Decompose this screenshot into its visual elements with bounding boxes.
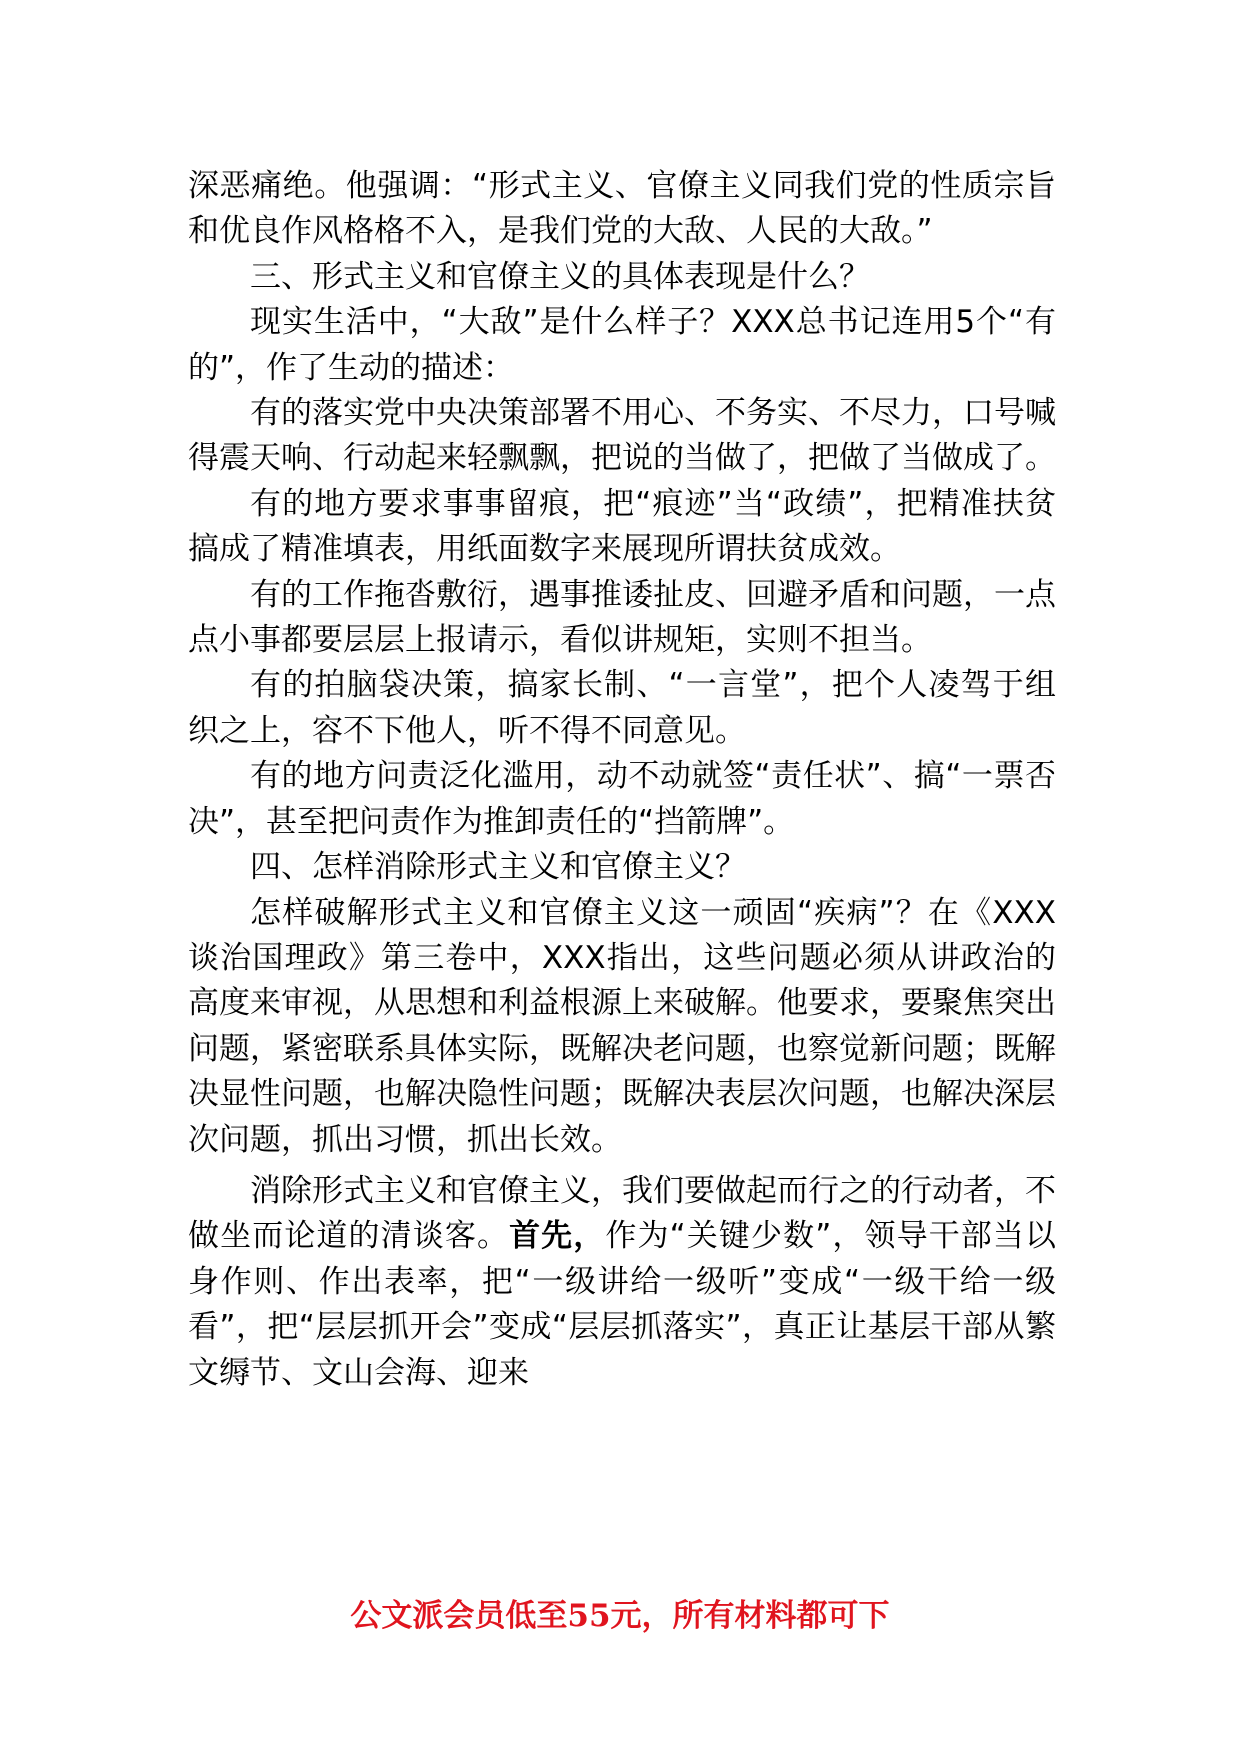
paragraph: 怎样破解形式主义和官僚主义这一顽固“疾病”？在《XXX谈治国理政》第三卷中，XXX指出，这些问题必须从讲政治的高度来审视，从思想和利益根源上来破解。他要求，要聚焦突出问题，紧密联系具体实际，既解决老问题，也察觉新问题；既解决显性问题，也解决隐性问题；既解决表层次问题，也解决深层次问题，抓出习惯，抓出长效。 [188, 894, 1056, 1158]
paragraph: 现实生活中，“大敌”是什么样子？XXX总书记连用5个“有的”，作了生动的描述： [188, 304, 1056, 386]
paragraph-text: 作为“关键少数”，领导干部当以身作则、作出表率，把“一级讲给一级听”变成“一级干给一级看”，把“层层抓开会”变成“层层抓落实”，真正让基层干部从繁文缛节、文山会海、迎来 [188, 1218, 1057, 1391]
section-heading: 三、形式主义和官僚主义的具体表现是什么？ [250, 258, 870, 295]
paragraph-last [188, 1169, 1056, 1396]
document-body [188, 164, 1056, 1396]
paragraph-text: 消除形式主义和官僚主义，我们要做起而行之的行动者，不做坐而论道的清谈客。 [188, 1172, 1056, 1255]
paragraph: 有的落实党中央决策部署不用心、不务实、不尽力，口号喊得震天响、行动起来轻飘飘，把说的当做了，把做了当做成了。 [188, 395, 1056, 477]
promo-footer: 公文派会员低至55元，所有材料都可下 [350, 1598, 890, 1634]
bold-emphasis: 首先， [509, 1218, 606, 1255]
paragraph: 深恶痛绝。他强调：“形式主义、官僚主义同我们党的性质宗旨和优良作风格格不入，是我们党的大敌、人民的大敌。” [188, 168, 1056, 250]
paragraph: 有的工作拖沓敷衍，遇事推诿扯皮、回避矛盾和问题，一点点小事都要层层上报请示，看似讲规矩，实则不担当。 [188, 576, 1056, 659]
paragraph: 有的地方问责泛化滥用，动不动就签“责任状”、搞“一票否决”，甚至把问责作为推卸责任的“挡箭牌”。 [188, 758, 1056, 840]
section-heading: 四、怎样消除形式主义和官僚主义？ [250, 849, 746, 886]
paragraph: 有的地方要求事事留痕，把“痕迹”当“政绩”，把精准扶贫搞成了精准填表，用纸面数字来展现所谓扶贫成效。 [188, 485, 1056, 568]
paragraph: 有的拍脑袋决策，搞家长制、“一言堂”，把个人凌驾于组织之上，容不下他人，听不得不同意见。 [188, 667, 1056, 749]
